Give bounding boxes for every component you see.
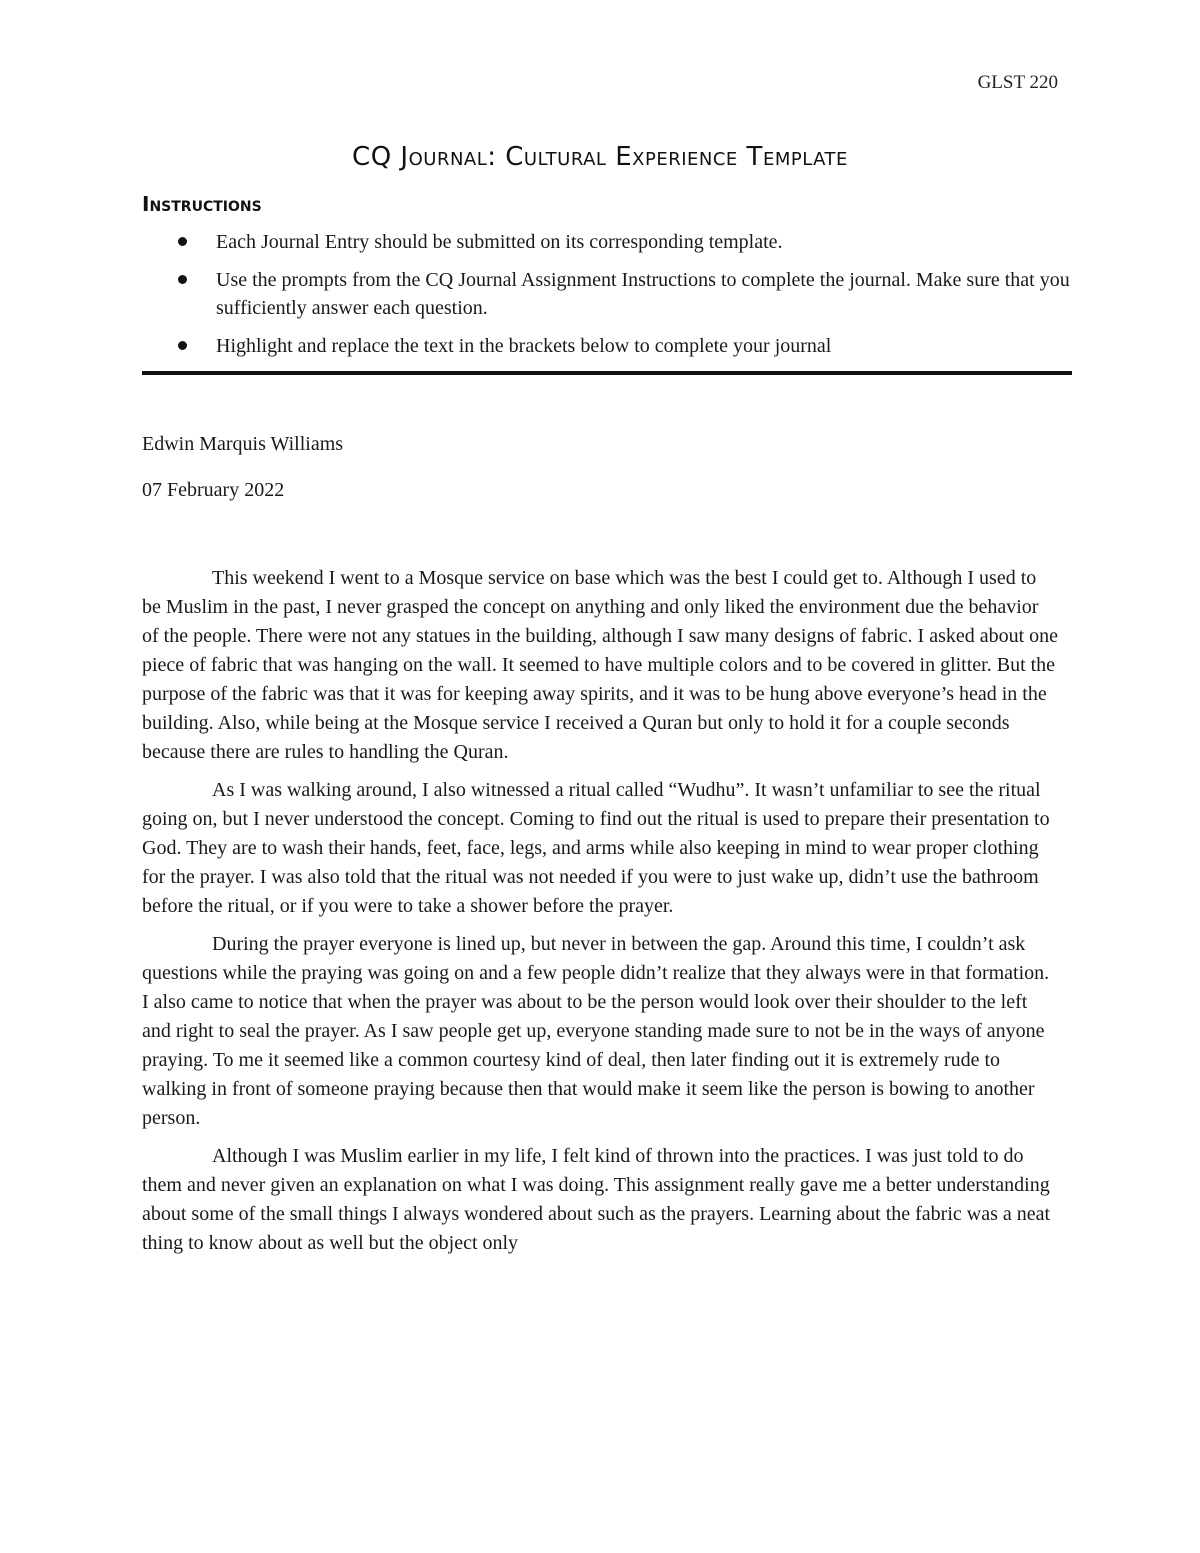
bullet-icon [178, 275, 187, 284]
instruction-text: Each Journal Entry should be submitted on its corresponding template. [216, 231, 783, 253]
bullet-icon [178, 237, 187, 246]
instruction-text: Highlight and replace the text in the brackets below to complete your journal [216, 335, 832, 357]
course-code-header: GLST 220 [977, 72, 1058, 93]
section-divider [142, 371, 1072, 375]
list-item [142, 266, 1072, 322]
list-item [142, 332, 1072, 360]
instruction-text: Use the prompts from the CQ Journal Assignment Instructions to complete the journal. Make sure that you sufficiently answer each question. [216, 269, 1070, 319]
body-paragraph: As I was walking around, I also witnessed a ritual called “Wudhu”. It wasn’t unfamiliar to see the ritual going on, but I never understood the concept. Coming to find out the ritual is used to prepare their presentation to God. They are to wash their hands, feet, face, legs, and arms while also keeping in mind to wear proper clothing for the prayer. I was also told that the ritual was not needed if you were to just wake up, didn’t use the bathroom before the ritual, or if you were to take a shower before the prayer. [142, 779, 1050, 917]
entry-date: 07 February 2022 [142, 479, 285, 501]
bullet-icon [178, 341, 187, 350]
author-name: Edwin Marquis Williams [142, 433, 344, 455]
instructions-list [142, 228, 1072, 370]
body-paragraph: This weekend I went to a Mosque service on base which was the best I could get to. Although I used to be Muslim in the past, I never grasped the concept on anything and only liked the environment due the behavior of the people. There were not any statues in the building, although I saw many designs of fabric. I asked about one piece of fabric that was hanging on the wall. It seemed to have multiple colors and to be covered in glitter. But the purpose of the fabric was that it was for keeping away spirits, and it was to be hung above everyone’s head in the building. Also, while being at the Mosque service I received a Quran but only to hold it for a couple seconds because there are rules to handling the Quran. [142, 567, 1059, 763]
list-item [142, 228, 1072, 256]
body-paragraph: During the prayer everyone is lined up, but never in between the gap. Around this time, I couldn’t ask questions while the praying was going on and a few people didn’t realize that they always were in that formation. I also came to notice that when the prayer was about to be the person would look over their shoulder to the left and right to seal the prayer. As I saw people get up, everyone standing made sure to not be in the ways of anyone praying. To me it seemed like a common courtesy kind of deal, then later finding out it is extremely rude to walking in front of someone praying because then that would make it seem like the person is bowing to another person. [142, 933, 1050, 1129]
instructions-heading: Instructions [142, 192, 262, 216]
body-paragraph: Although I was Muslim earlier in my life, I felt kind of thrown into the practices. I was just told to do them and never given an explanation on what I was doing. This assignment really gave me a better understanding about some of the small things I always wondered about such as the prayers. Learning about the fabric was a neat thing to know about as well but the object only [142, 1145, 1051, 1254]
page-title: CQ Journal: Cultural Experience Template [352, 142, 848, 172]
journal-body [142, 564, 1060, 1267]
